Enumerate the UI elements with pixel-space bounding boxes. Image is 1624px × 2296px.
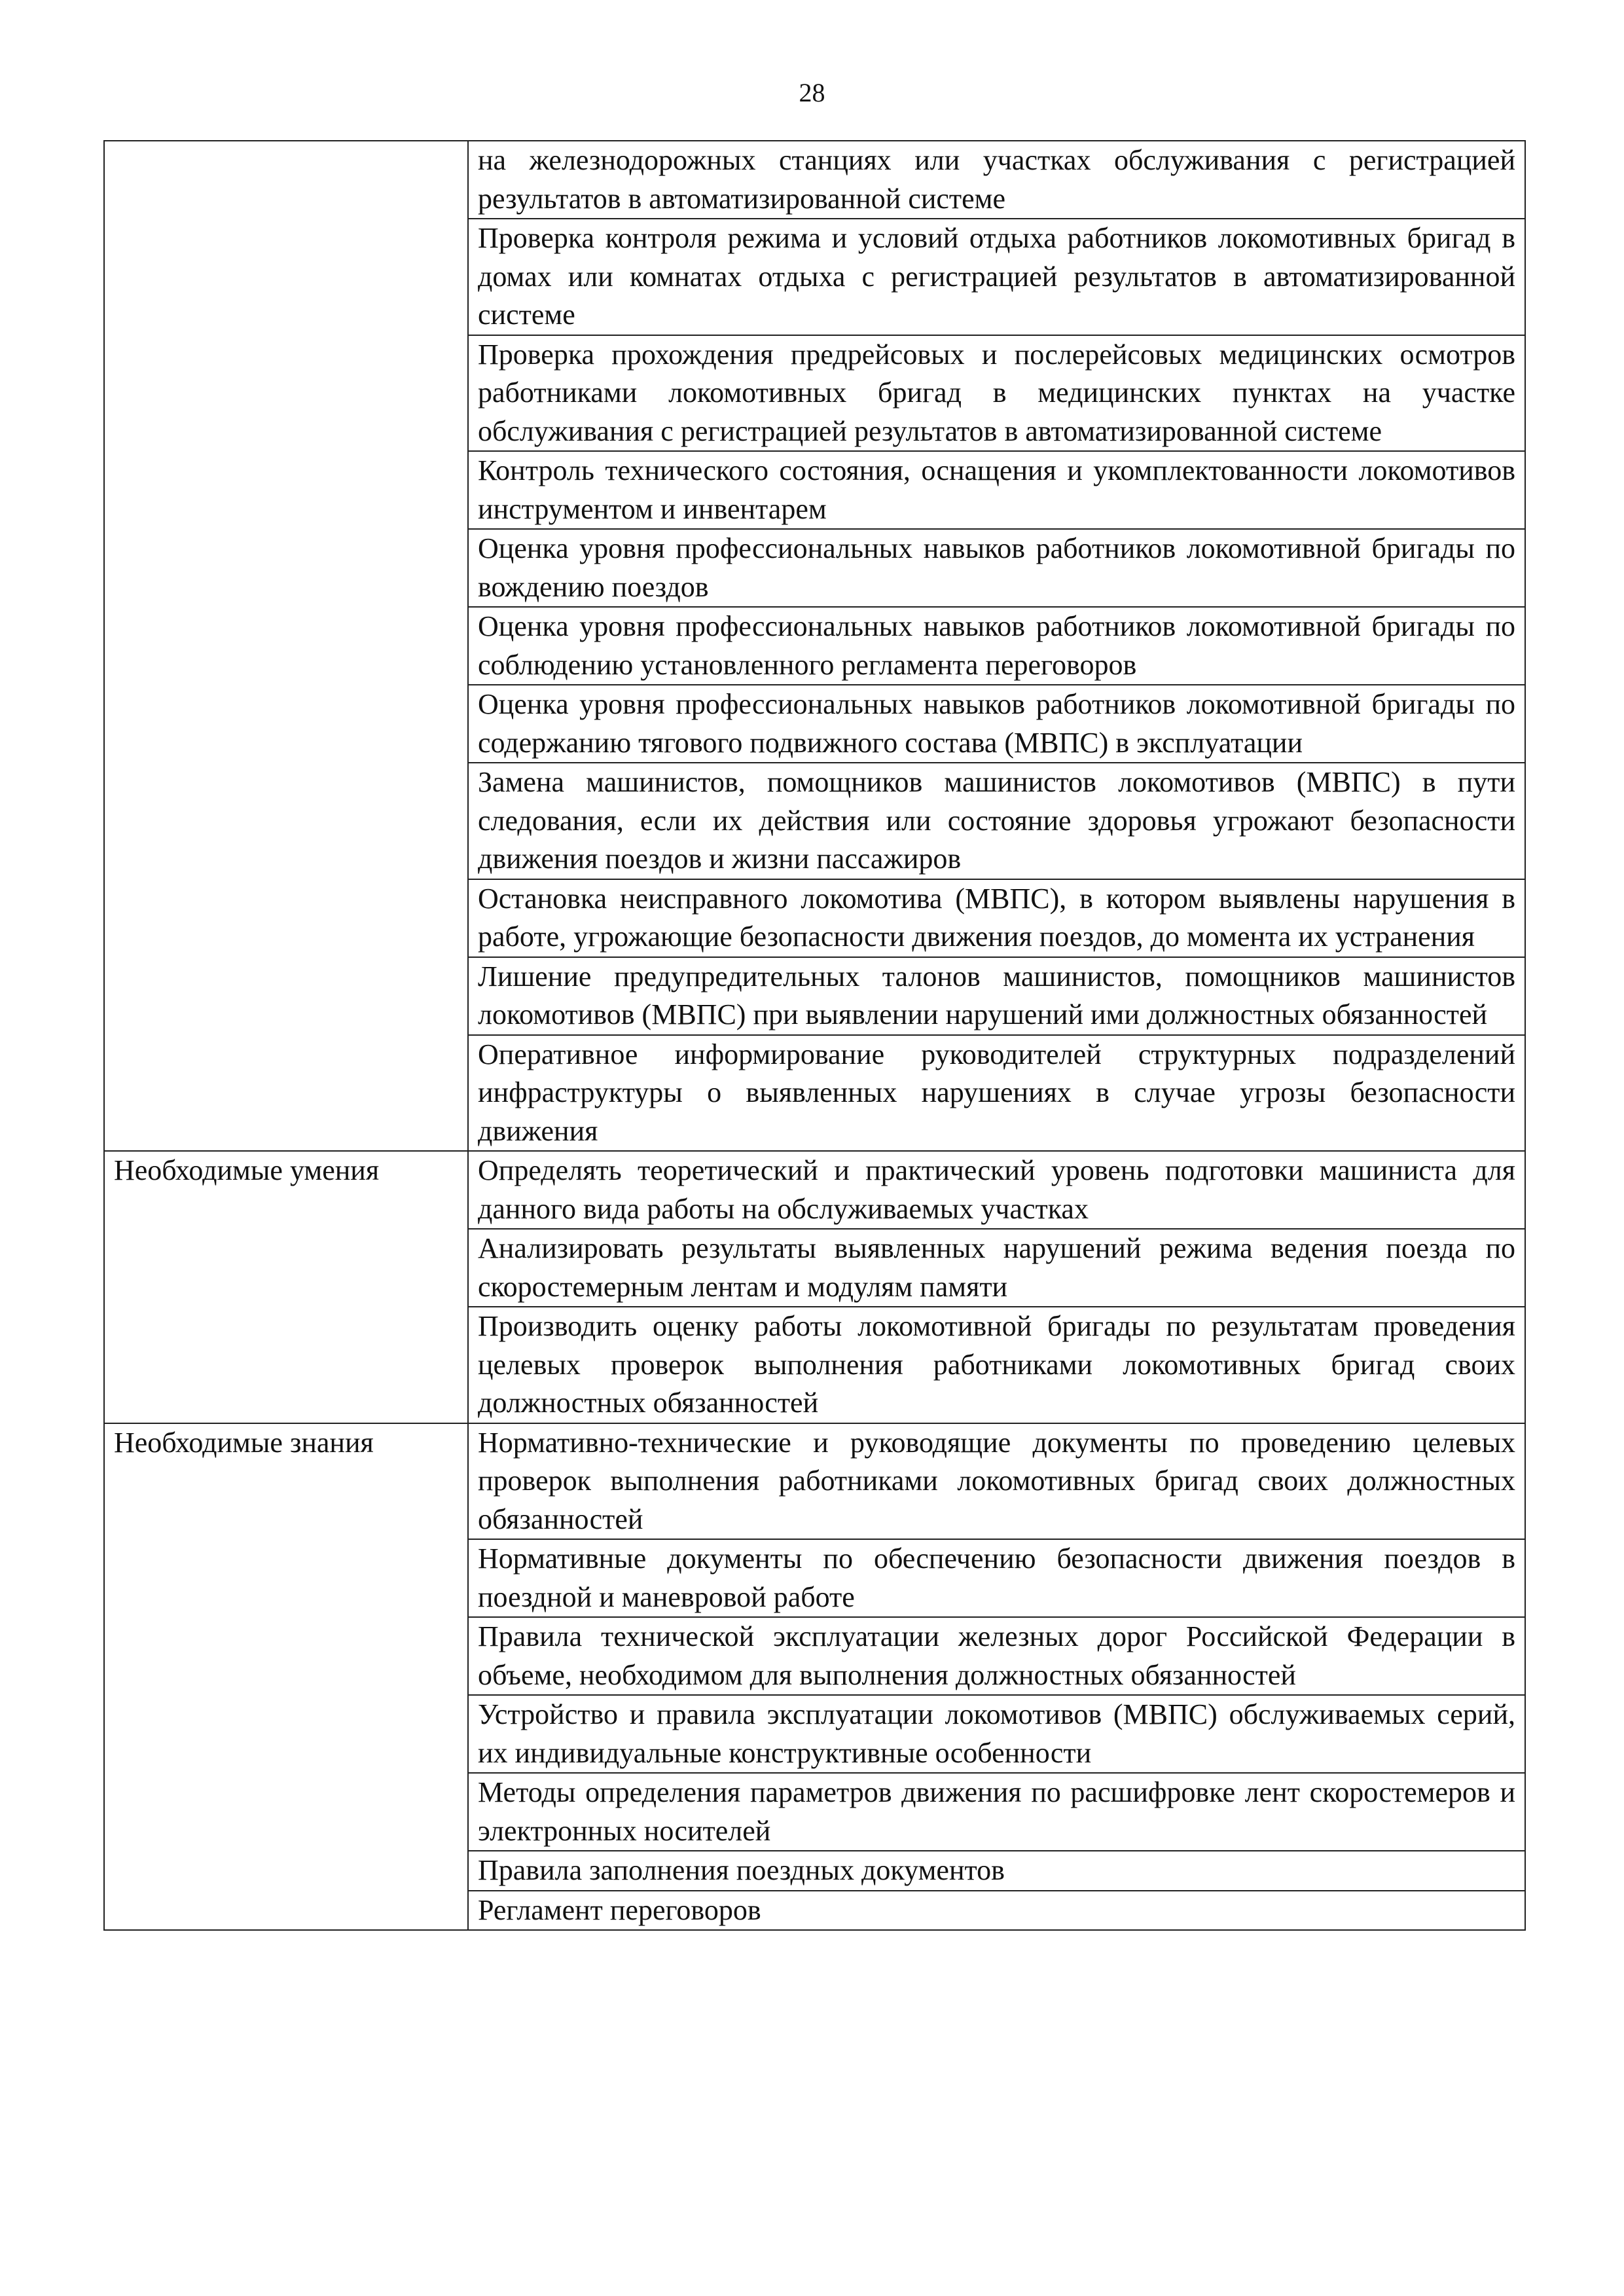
section-cell-continued: [104, 141, 468, 1151]
item-cell: Проверка прохождения предрейсовых и послерейсовых медицинских осмотров работниками локомотивных бригад в медицинских пунктах на участке обслуживания с регистрацией результатов в автоматизированной системе: [468, 335, 1525, 452]
item-cell: Лишение предупредительных талонов машинистов, помощников машинистов локомотивов (МВПС) при выявлении нарушений ими должностных обязанностей: [468, 957, 1525, 1035]
item-cell: Правила заполнения поездных документов: [468, 1851, 1525, 1891]
item-cell: Методы определения параметров движения по расшифровке лент скоростемеров и электронных носителей: [468, 1773, 1525, 1851]
page-number: 28: [799, 78, 825, 107]
table-row: [104, 1151, 1525, 1229]
table-row: [104, 1423, 1525, 1540]
competency-table: [103, 140, 1526, 1931]
section-cell-knowledge: Необходимые знания: [104, 1423, 468, 1931]
item-cell: Определять теоретический и практический уровень подготовки машиниста для данного вида работы на обслуживаемых участках: [468, 1151, 1525, 1229]
item-cell: Производить оценку работы локомотивной бригады по результатам проведения целевых проверок выполнения работниками локомотивных бригад своих должностных обязанностей: [468, 1307, 1525, 1423]
item-cell: Остановка неисправного локомотива (МВПС), в котором выявлены нарушения в работе, угрожающие безопасности движения поездов, до момента их устранения: [468, 879, 1525, 957]
item-cell: Оценка уровня профессиональных навыков работников локомотивной бригады по содержанию тягового подвижного состава (МВПС) в эксплуатации: [468, 685, 1525, 763]
item-cell: Проверка контроля режима и условий отдыха работников локомотивных бригад в домах или комнатах отдыха с регистрацией результатов в автоматизированной системе: [468, 219, 1525, 335]
section-cell-skills: Необходимые умения: [104, 1151, 468, 1423]
table-row: [104, 141, 1525, 219]
item-cell: Оценка уровня профессиональных навыков работников локомотивной бригады по соблюдению установленного регламента переговоров: [468, 607, 1525, 685]
item-cell: Правила технической эксплуатации железных дорог Российской Федерации в объеме, необходимом для выполнения должностных обязанностей: [468, 1617, 1525, 1695]
item-cell: Регламент переговоров: [468, 1891, 1525, 1931]
item-cell: Нормативные документы по обеспечению безопасности движения поездов в поездной и маневровой работе: [468, 1539, 1525, 1617]
item-cell: Оперативное информирование руководителей структурных подразделений инфраструктуры о выявленных нарушениях в случае угрозы безопасности движения: [468, 1035, 1525, 1152]
item-cell: Контроль технического состояния, оснащения и укомплектованности локомотивов инструментом и инвентарем: [468, 451, 1525, 529]
item-cell: Анализировать результаты выявленных нарушений режима ведения поезда по скоростемерным лентам и модулям памяти: [468, 1229, 1525, 1307]
item-cell: на железнодорожных станциях или участках обслуживания с регистрацией результатов в автоматизированной системе: [468, 141, 1525, 219]
item-cell: Оценка уровня профессиональных навыков работников локомотивной бригады по вождению поездов: [468, 529, 1525, 607]
item-cell: Замена машинистов, помощников машинистов локомотивов (МВПС) в пути следования, если их действия или состояние здоровья угрожают безопасности движения поездов и жизни пассажиров: [468, 763, 1525, 879]
item-cell: Устройство и правила эксплуатации локомотивов (МВПС) обслуживаемых серий, их индивидуальные конструктивные особенности: [468, 1695, 1525, 1773]
item-cell: Нормативно-технические и руководящие документы по проведению целевых проверок выполнения работниками локомотивных бригад своих должностных обязанностей: [468, 1423, 1525, 1540]
